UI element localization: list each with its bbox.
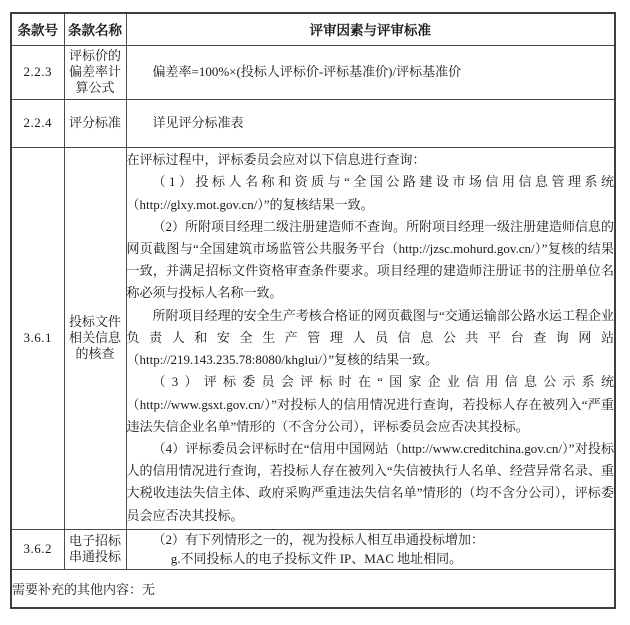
table-header-row (11, 13, 615, 45)
header-criteria: 评审因素与评审标准 (126, 13, 615, 45)
criteria-paragraph: 在评标过程中，评标委员会应对以下信息进行查询： (126, 152, 426, 168)
criteria-paragraph: （4）评标委员会评标时在“信用中国网站（http://www.creditchina.gov.cn/）”对投标人的信用情况进行查询，若投标人存在被列入“失信被执行人名单、经营异常名录、重大税收违法失信主体、政府采购严重违法失信名单”情形的（均不含分公司），评标委员会应否决其投标。 (126, 440, 614, 523)
header-clause-no: 条款号 (11, 13, 64, 45)
header-clause-name: 条款名称 (64, 13, 126, 45)
table-row (11, 147, 615, 529)
criteria-paragraph: 详见评分标准表 (152, 114, 244, 130)
criteria-paragraph: 所附项目经理的安全生产考核合格证的网页截图与“交通运输部公路水运工程企业负责人和安全生产管理人员信息公共平台查询网站（http://219.143.235.78:8080/khglui/）”复核的结果一致。 (126, 307, 614, 368)
criteria-cell (126, 45, 615, 99)
clause-name-cell: 评分标准 (64, 99, 126, 147)
evaluation-criteria-table (10, 12, 616, 609)
criteria-cell (126, 529, 615, 569)
table-row (11, 529, 615, 569)
criteria-paragraph: 偏差率=100%×(投标人评标价-评标基准价)/评标基准价 (152, 63, 462, 79)
clause-no-cell: 3.6.1 (11, 147, 64, 529)
criteria-paragraph: g.不同投标人的电子投标文件 IP、MAC 地址相同。 (170, 551, 463, 566)
clause-no-cell: 2.2.3 (11, 45, 64, 99)
clause-no-cell: 3.6.2 (11, 529, 64, 569)
clause-name-cell: 评标价的偏差率计算公式 (64, 45, 126, 99)
criteria-paragraph: （2）有下列情形之一的，视为投标人相互串通投标增加： (152, 532, 485, 547)
criteria-paragraph: （1）投标人名称和资质与“全国公路建设市场信用信息管理系统（http://glxy.mot.gov.cn/）”的复核结果一致。 (126, 174, 614, 212)
clause-no-cell: 2.2.4 (11, 99, 64, 147)
criteria-cell (126, 147, 615, 529)
clause-name-cell: 投标文件相关信息的核查 (64, 147, 126, 529)
table-row (11, 45, 615, 99)
table-footer-row (11, 569, 615, 608)
criteria-paragraph: （3）评标委员会评标时在“国家企业信用信息公示系统（http://www.gsxt.gov.cn/）”对投标人的信用情况进行查询，若投标人存在被列入“严重违法失信企业名单”情形的（不含分公司），评标委员会应否决其投标。 (126, 374, 614, 434)
supplement-note: 需要补充的其他内容：无 (11, 569, 615, 608)
criteria-paragraph: （2）所附项目经理二级注册建造师不查询。所附项目经理一级注册建造师信息的网页截图与“全国建筑市场监管公共服务平台（http://jzsc.mohurd.gov.cn/）”复核的结果一致，并满足招标文件资格审查条件要求。项目经理的建造师注册证书的注册单位名称必须与投标人名称一致。 (126, 218, 615, 301)
clause-name-cell: 电子招标串通投标 (64, 529, 126, 569)
criteria-cell (126, 99, 615, 147)
table-row (11, 99, 615, 147)
